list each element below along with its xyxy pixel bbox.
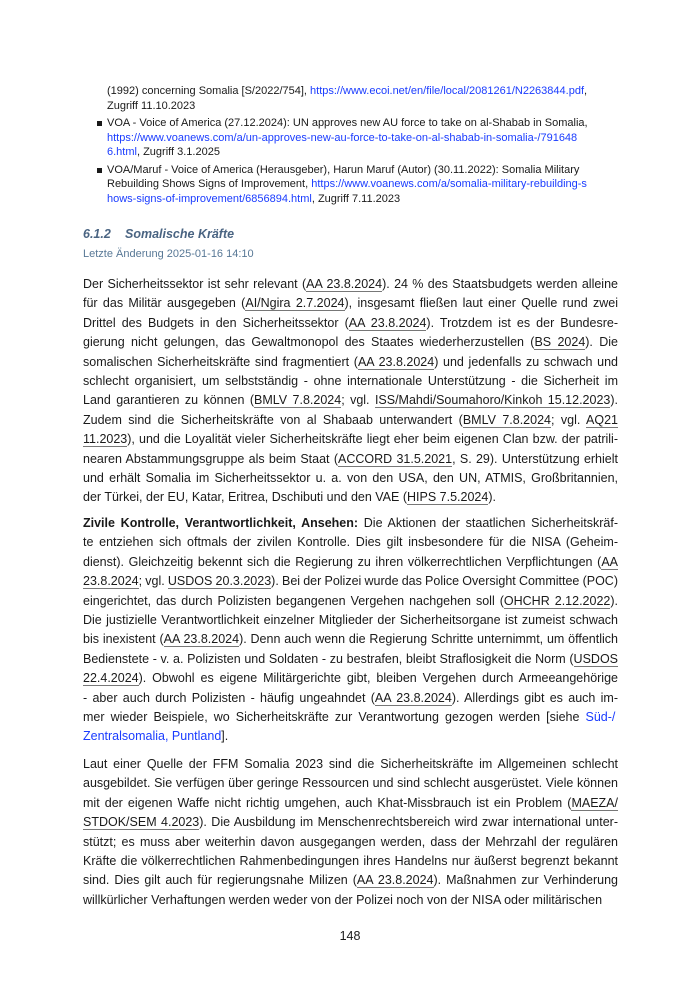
bold-lead-in: Zivile Kontrolle, Verantwortlichkeit, Ansehen:	[83, 516, 359, 530]
citation-link[interactable]: BMLV 7.8.2024	[254, 393, 342, 408]
hyperlink[interactable]: https://www.voanews.com/a/somalia-military-rebuilding-s	[311, 178, 587, 190]
text-line-content	[83, 277, 618, 292]
citation-link[interactable]: AA	[601, 554, 618, 569]
text: Zudem sind die Sicherheitskräfte von al Shabaab unterwandert (	[83, 412, 463, 427]
text-line-content	[83, 335, 618, 350]
text-line	[83, 314, 618, 333]
citation-link[interactable]: OHCHR 2.12.2022	[503, 593, 611, 608]
text: gierung nicht gelungen, das Gewaltmonopol des Staates wiederherzustellen (	[83, 335, 535, 350]
text: Die justizielle Verantwortlichkeit einzelner Mitglieder der Sicherheitsorgane ist zumeist schwach	[83, 612, 618, 627]
text-line	[83, 650, 618, 669]
text-line-content	[83, 710, 615, 724]
text: dienst). Gleichzeitig bekennt sich die Regierung zu ihren völkerrechtlichen Verpflichtungen (	[83, 554, 602, 569]
reference-line	[107, 177, 621, 192]
text: der Türkei, der EU, Katar, Eritrea, Dschibuti und den VAE (	[83, 490, 407, 505]
section-title: Somalische Kräfte	[125, 227, 235, 241]
reference-line-content	[107, 193, 400, 205]
text: ). 24 % des Staatsbudgets werden alleine	[382, 277, 618, 291]
text: somalischen Sicherheitskräfte sind fragmentiert (	[83, 354, 358, 369]
text: ; vgl.	[551, 412, 587, 427]
text: Kräfte die völkerrechtlichen Rahmenbedingungen ihres Handelns nur äußerst begrenzt bekannt	[83, 853, 618, 868]
text: ; vgl.	[138, 574, 168, 589]
text: Der Sicherheitssektor ist sehr relevant (	[83, 277, 307, 291]
text: ). Maßnahmen zur Verhinderung	[433, 873, 618, 888]
citation-link[interactable]: MAEZA/	[571, 795, 618, 810]
text-line-content	[83, 471, 618, 485]
text-line	[83, 275, 618, 294]
text: VOA/Maruf - Voice of America (Herausgeber), Harun Maruf (Autor) (30.11.2022): Somalia Military	[107, 163, 580, 176]
text: Bedienstete - v. a. Polizisten und Soldaten - zu bestrafen, bleibt Straflosigkeit die Norm (	[83, 651, 574, 666]
text-line-content	[83, 796, 618, 811]
text: Drittel des Budgets in den Sicherheitssektor (	[83, 315, 349, 330]
last-changed: Letzte Änderung 2025-01-16 14:10	[83, 248, 254, 260]
reference-line-content	[107, 178, 587, 190]
hyperlink[interactable]: https://www.voanews.com/a/un-approves-new-au-force-to-take-on-al-shabab-in-somalia-/791648	[107, 131, 578, 144]
citation-link[interactable]: 11.2023	[83, 432, 128, 447]
text: Land garantieren zu können (	[83, 393, 255, 408]
text-line-content	[83, 893, 602, 907]
text-line-content	[83, 535, 618, 549]
text: ausgebildet. Sie verfügen über geringe Ressourcen und sind schlecht ausgerüstet. Viele können	[83, 776, 618, 791]
text: willkürlicher Verhaftungen werden weder von der Polizei noch von der NISA oder militärischen	[83, 892, 603, 907]
reference-line	[107, 84, 621, 99]
text: ].	[221, 729, 229, 744]
paragraph-training	[83, 755, 618, 910]
citation-link[interactable]: AQ21	[586, 412, 618, 427]
text-line	[83, 592, 618, 611]
reference-line	[107, 145, 621, 160]
reference-line-content	[107, 117, 588, 129]
text-line	[83, 871, 618, 890]
text-line-content	[83, 729, 228, 743]
text: sind. Dies gilt auch für regierungsnahe Milizen (	[83, 873, 357, 888]
text: ). Allerdings gibt es auch im-	[451, 690, 618, 705]
text: mer wieder Beispiele, wo Sicherheitskräfte zur Verantwortung gezogen werden [siehe	[83, 709, 586, 724]
citation-link[interactable]: STDOK/SEM 4.2023	[83, 815, 200, 830]
text-line-content	[83, 516, 618, 530]
text: ), und die Loyalität vieler Sicherheitskräfte liegt eher beim eigenen Clan bzw. der patrili-	[127, 432, 618, 447]
text-line-content	[83, 652, 618, 667]
text: ). Trotzdem ist es der Bundesre-	[426, 315, 618, 330]
citation-link[interactable]: ISS/Mahdi/Soumahoro/Kinkoh 15.12.2023	[374, 393, 611, 408]
text-line	[83, 669, 618, 688]
citation-link[interactable]: 22.4.2024	[83, 671, 139, 686]
text-line-content	[83, 432, 618, 447]
text-line	[83, 533, 618, 552]
bullet-icon	[97, 121, 102, 126]
text-line-content	[83, 691, 618, 706]
text-line	[83, 553, 618, 572]
text-line	[83, 469, 618, 488]
reference-item	[97, 84, 621, 113]
text-line	[83, 630, 618, 649]
text-line	[83, 411, 618, 430]
reference-item	[97, 163, 621, 207]
text-line	[83, 430, 618, 449]
text: ). Die Ausbildung im Menschenrechtsbereich wird zwar international unter-	[199, 815, 618, 830]
text-line	[83, 372, 618, 391]
citation-link[interactable]: ACCORD 31.5.2021	[338, 451, 453, 466]
text: ) und jedenfalls zu schwach und	[434, 354, 618, 369]
text-line	[83, 488, 618, 507]
text-line-content	[83, 671, 618, 686]
text: ).	[610, 393, 618, 408]
text-line	[83, 813, 618, 832]
text: ). Die	[585, 335, 618, 350]
text: und erhält Somalia im Sicherheitssektor u. a. von den USA, den UN, ATMIS, Großbritannien,	[83, 470, 618, 485]
text: Die Aktionen der staatlichen Sicherheitskräf-	[358, 516, 618, 530]
text: stützt; es muss aber weiterhin davon ausgegangen werden, dass der Mehrzahl der regulären	[83, 834, 618, 849]
citation-link[interactable]: AA 23.8.2024	[357, 354, 435, 369]
text: , Zugriff 7.11.2023	[311, 192, 401, 205]
text-line-content	[83, 413, 618, 428]
text: ).	[488, 490, 496, 505]
citation-link[interactable]: AA 23.8.2024	[356, 873, 434, 888]
hyperlink[interactable]: Süd-/	[585, 709, 616, 724]
text: VOA - Voice of America (27.12.2024): UN approves new AU force to take on al-Shabab in Somalia,	[107, 117, 588, 129]
hyperlink[interactable]: Zentralsomalia, Puntland	[83, 729, 222, 744]
text-line	[83, 852, 618, 871]
text-line-content	[83, 776, 618, 790]
text: ,	[584, 85, 588, 97]
text-line-content	[83, 815, 618, 830]
text-line	[83, 353, 618, 372]
paragraph-security-sector	[83, 275, 618, 508]
reference-line	[107, 116, 621, 131]
text: ).	[610, 593, 618, 608]
reference-line	[107, 192, 621, 207]
text-line	[83, 514, 618, 533]
section-number: 6.1.2	[83, 227, 111, 241]
text-line	[83, 755, 618, 774]
text: Laut einer Quelle der FFM Somalia 2023 sind die Sicherheitskräfte im Allgemeinen schlecht	[83, 757, 618, 771]
reference-line-content	[107, 100, 195, 112]
text: ), insgesamt fließen laut einer Quelle rund zwei	[344, 296, 618, 311]
text: (1992) concerning Somalia [S/2022/754],	[107, 85, 311, 97]
text: mit der eigenen Waffe nicht richtig umgehen, auch Khat-Missbrauch ist ein Problem (	[83, 795, 572, 810]
text-line	[83, 891, 618, 910]
text: bis inexistent (	[83, 632, 164, 647]
text: für das Militär ausgegeben (	[83, 296, 246, 311]
citation-link[interactable]: AA 23.8.2024	[306, 277, 383, 291]
text: te entziehen sich oftmals der zivilen Kontrolle. Dies gilt insbesondere für die NISA (Geheim-	[83, 535, 618, 550]
text: schlecht organisiert, um selbstständig - ohne internationale Unterstützung - die Sicherheit im	[83, 373, 618, 388]
citation-link[interactable]: AA 23.8.2024	[374, 690, 452, 705]
citation-link[interactable]: AA 23.8.2024	[348, 315, 427, 330]
text-line	[83, 689, 618, 708]
reference-line	[107, 163, 621, 178]
text-line-content	[83, 355, 618, 370]
text-line-content	[83, 490, 496, 505]
text: ). Obwohl es eigene Militärgerichte gibt, bleiben Vergehen durch Armeeangehörige	[138, 671, 618, 686]
text-line-content	[83, 316, 618, 331]
hyperlink[interactable]: hows-signs-of-improvement/6856894.html	[107, 192, 312, 205]
citation-link[interactable]: 23.8.2024	[83, 574, 139, 589]
text: ; vgl.	[341, 393, 375, 408]
text-line-content	[83, 873, 618, 888]
text-line-content	[83, 632, 618, 647]
reference-item	[97, 116, 621, 160]
text-line-content	[83, 574, 618, 589]
text: Zugriff 11.10.2023	[107, 99, 196, 112]
page-number: 148	[339, 929, 361, 943]
citation-link[interactable]: AA 23.8.2024	[163, 632, 240, 647]
text-line-content	[83, 296, 618, 311]
text-line-content	[83, 393, 618, 408]
section-heading	[83, 227, 234, 241]
reference-line-content	[107, 164, 579, 176]
text-line-content	[83, 835, 618, 849]
text-line	[83, 450, 618, 469]
text-line-content	[83, 452, 618, 467]
reference-line-content	[107, 146, 220, 158]
citation-link[interactable]: BS 2024	[534, 335, 586, 350]
text: ). Denn auch wenn die Regierung Schritte unternimmt, um öffentlich	[239, 632, 618, 647]
citation-link[interactable]: USDOS 20.3.2023	[167, 574, 272, 589]
hyperlink[interactable]: 6.html	[107, 146, 137, 158]
text-line	[83, 572, 618, 591]
text-line	[83, 794, 618, 813]
bullet-icon	[97, 168, 102, 173]
text: ). Bei der Polizei wurde das Police Oversight Committee (POC)	[271, 574, 618, 589]
text-line-content	[83, 555, 618, 570]
text-line	[83, 294, 618, 313]
text: - aber auch durch Polizisten - häufig ungeahndet (	[83, 690, 375, 705]
text-line	[83, 611, 618, 630]
text-line-content	[83, 613, 618, 627]
text: Rebuilding Shows Signs of Improvement,	[107, 178, 312, 190]
citation-link[interactable]: HIPS 7.5.2024	[407, 490, 489, 505]
text-line	[83, 774, 618, 793]
citation-link[interactable]: AI/Ngira 2.7.2024	[245, 296, 345, 311]
text-line-content	[83, 374, 618, 388]
reference-list	[97, 84, 621, 209]
citation-link[interactable]: BMLV 7.8.2024	[462, 412, 551, 427]
text: nearen Abstammungsgruppe als beim Staat (	[83, 451, 338, 466]
reference-line-content	[107, 132, 577, 144]
text: , S. 29). Unterstützung erhielt	[452, 451, 618, 466]
text-line-content	[83, 594, 618, 609]
reference-line	[107, 131, 621, 146]
text-line-content	[83, 854, 618, 868]
reference-line	[107, 99, 621, 114]
reference-line-content	[107, 85, 587, 97]
text-line	[83, 333, 618, 352]
text-line	[83, 833, 618, 852]
hyperlink[interactable]: https://www.ecoi.net/en/file/local/2081261/N2263844.pdf	[310, 85, 584, 97]
paragraph-civil-control	[83, 514, 618, 747]
text: eingerichtet, das durch Polizisten begangenen Vergehen nachgehen soll (	[83, 593, 504, 608]
text: , Zugriff 3.1.2025	[136, 146, 220, 158]
citation-link[interactable]: USDOS	[573, 651, 618, 666]
text-line	[83, 391, 618, 410]
text-line-content	[83, 757, 618, 771]
text-line	[83, 708, 618, 727]
text-line	[83, 727, 618, 746]
